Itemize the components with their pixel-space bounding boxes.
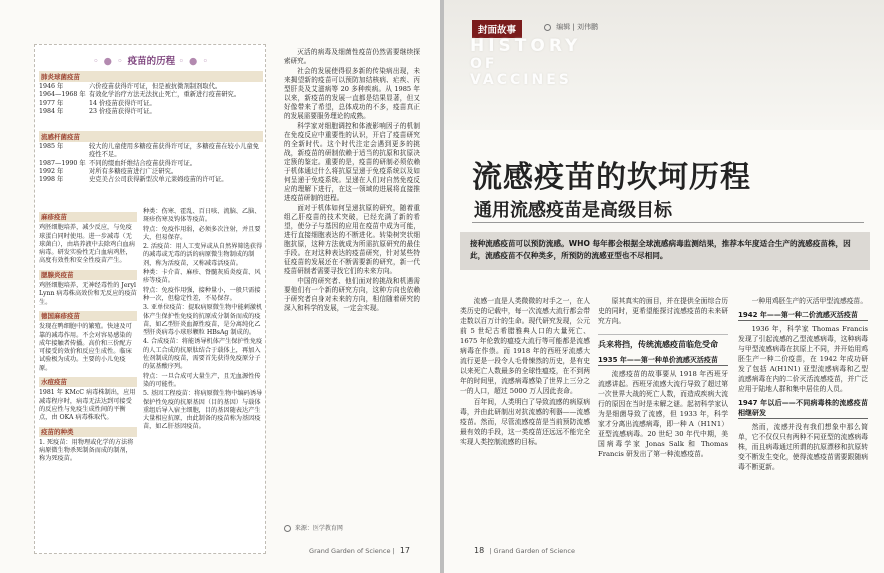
timeline-row: 1992 年 对所有多糖疫苗进行广泛研究。 (39, 167, 178, 175)
page-footer-left: Grand Garden of Science | 17 (309, 546, 410, 555)
sub-heading: 腮腺炎疫苗 (39, 270, 137, 280)
timeline-box (34, 44, 266, 554)
section-tag: 封面故事 (472, 20, 522, 38)
sub-heading: 德国麻疹疫苗 (39, 311, 137, 321)
timeline-row: 1964—1968 年 有效化学治疗方法无法抗止死亡，重新进行疫苗研究。 (39, 91, 241, 99)
vaccine-types-column (39, 208, 137, 465)
timeline-title-text: 疫苗的历程 (127, 56, 176, 67)
source-credit (284, 523, 343, 532)
timeline-row: 1998 年 史克美占公司获得新型次单元莱姆疫苗的许可证。 (39, 176, 228, 184)
timeline-row: 1977 年 14 价疫苗获得许可证。 (39, 99, 156, 107)
article-column-2 (598, 296, 728, 460)
background-word: VACCINES (470, 72, 572, 88)
paragraph: 社会的发展使得很多新的传染病出现，未来揭望新的疫苗可以预防加结核病、疟疾、丙型肝炎及艾滋病等 20 多种疾病。从 1985 年以来，新疫苗的发展一直都是结果显著，但又好像带来了希望，总体成功的不多，疫苗真正的发展需要服务理论的成熟。 (284, 67, 420, 120)
paragraph: 然而，流感并没有我们想象中那么简单，它不仅仅只有两种不同亚型的流感病毒株，而且病毒通过所谓的抗原漂移和抗原转变不断发生变化，使得流感疫苗需要跟随病毒不断更新。 (738, 423, 868, 471)
page-footer-right: 18 | Grand Garden of Science (474, 546, 575, 555)
timeline-section-heading: 流感杆菌疫苗 (39, 131, 263, 142)
background-lettering (470, 36, 581, 88)
paragraph: 特点：免疫作用强，接种量小，一般只需接种一次，但稳定性差，不易保存。 (143, 286, 261, 302)
left-page (0, 0, 440, 573)
section-heading: 兵来将挡，传统流感疫苗临危受命 (598, 334, 728, 351)
timeline-section-haemophilus (39, 131, 263, 184)
paragraph: 种类：卡介苗、麻疹、脊髓灰质炎疫苗、风疹等疫苗。 (143, 269, 261, 285)
title-divider (472, 222, 864, 223)
timeline-section-pneumococcal (39, 71, 263, 116)
paragraph: 中国的研究者、他们面对的挑战和机遇需要他们有一个新的研究方向，这种方向也依赖于研究者自身对未来的方向，相信随着研究的深入和科学的发展，一定会实现。 (284, 277, 420, 312)
right-page (444, 0, 884, 573)
paragraph: 种类：伤寒、霍乱、百日咳、流脑、乙脑、斑疹伤寒及钩体等疫苗。 (143, 208, 261, 224)
timeline-section-heading: 肺炎球菌疫苗 (39, 71, 263, 82)
timeline-row: 1946 年 六价疫苗获得许可证，但是被抗微剂制剂取代。 (39, 83, 222, 90)
paragraph: 3. 亚单位疫苗：提取病原微生物中能刺激机体产生保护性免疫的抗原成分制备而成的疫苗，如乙型肝炎血源性疫苗，是分离纯化乙型肝炎病毒小球形颗粒 HBsAg 制成的。 (143, 304, 263, 337)
footer-magazine-name: Grand Garden of Science (493, 547, 575, 555)
sub-heading: 麻疹疫苗 (39, 212, 137, 222)
sub-heading: 疫苗的种类 (39, 427, 137, 437)
background-word: OF (470, 56, 498, 72)
paragraph: 百年间，人类明白了导致流感的病原病毒，并由此研制出对抗流感的利器——流感疫苗。然而，尽管流感疫苗是当前预防流感最有效的手段，这一类疫苗还远远不能完全实现人类控制流感的目标。 (460, 398, 590, 446)
paragraph: 鸡胚细胞培养，减少反应，与免疫球蛋白同时使用。进一步减毒（无球菌白），由培养液中去除鸡白血病病毒。研发实验性无白血病鸡胚，高度有效性和安全性疫苗产生。 (39, 224, 135, 265)
article-title: 流感疫苗的坎坷历程 (472, 160, 751, 195)
milestone-heading: 1947 年以后——不同病毒株的流感疫苗相继研发 (738, 399, 868, 417)
timeline-row: 1987—1990 年 不同的缀血纤维结合疫苗获得许可证。 (39, 159, 197, 167)
page-number: 18 (474, 546, 485, 555)
page-number: 17 (399, 546, 410, 555)
paragraph: 发现在鸭细胞中的繁殖。快速及可靠的减毒作用。不会对容易感染的成年接触者传播。高价和三价配方可接受的效价和反应生成性。临床试验极为成功。主要的小儿免疫原。 (39, 323, 132, 372)
article-subtitle: 通用流感疫苗是高级目标 (474, 200, 672, 221)
vaccine-kinds-column (143, 208, 263, 433)
paragraph: 灭活的病毒及细菌性疫苗仍然需要继续探索研究。 (284, 48, 420, 65)
decoration-dots-icon: ◦ ● ◦ (93, 56, 128, 67)
source-text: 来源：医学教育网 (294, 525, 343, 532)
article-column-1 (460, 296, 590, 448)
milestone-heading: 1942 年——第一种二价流感灭活疫苗 (738, 310, 868, 321)
decoration-dots-icon: ◦ ● ◦ (178, 56, 209, 67)
editor-text: 编辑 | 刘伟鹏 (556, 23, 599, 31)
paragraph: 科学家对细胞调控和体液影响因子的机制在免疫反应中重要性的认识，开启了疫苗研究的全新时代。这个时代注定会遇到更多的挑战，新疫苗的研制依赖于适当的抗原和抗原决定簇的鉴定。重要的是，疫苗的研制必须依赖于机体通过什么将抗原呈递于免疫系统以及如何呈递于免疫系统。呈递在人们对自然免疫反应的理解下进行，在这一领域的进展将直接推进疫苗研制的进程。 (284, 122, 420, 202)
paragraph: 1. 死疫苗：用物理或化学的方法将病原微生物杀死制备而成的制剂，称为死疫苗。 (39, 438, 134, 463)
article-column-left (284, 48, 420, 314)
editor-circle-icon (544, 24, 551, 31)
paragraph: 流感疫苗的故事要从 1918 年西班牙流感讲起。西班牙流感大流行导致了超过第一次世界大战的死亡人数，而造成疾病大流行的原因在当时是未解之谜。起初科学家认为是细菌导致了流感，但 1933 年，科学家才分离出流感病毒，即一种 A（H1N1）亚型流感病毒。20 世纪 30 年代中期，美国病毒学家 Jonas Salk 和 Thomas Francis 研发出了第一种流感疫苗。 (598, 370, 728, 458)
timeline-row: 1985 年 较大的儿童使用多糖疫苗获得许可证，多糖疫苗在较小儿童免疫性不足。 (39, 143, 260, 159)
paragraph: 流感一直是人类微微的对手之一，在人类历史的记载中，每一次流感大流行都会带走数以百万计的生命。现代研究发现，公元前 5 世纪古希腊雅典人口的大量死亡、1675 年伦敦的瘟疫大流行等可能都是流感病毒在作祟。而 1918 年的西班牙流感大流行更是一段令人毛骨悚然的历史，是有史以来死亡人数最多的全球性瘟疫，在不到两年的时间里，流感病毒感染了世界上三分之一的人口，超过 5000 万人因此丧命。 (460, 297, 590, 395)
article-column-3 (738, 296, 868, 473)
sub-heading: 水痘疫苗 (39, 377, 137, 387)
paragraph: 鸡胚细胞培养，无神经毒性的 Jeryl Lynn 病毒株高效价和无反应的疫苗生。 (39, 282, 137, 306)
paragraph: 1936 年，科学家 Thomas Francis 发现了引起流感的乙型流感病毒，这种病毒与甲型流感病毒在抗原上不同，并开始用鸡胚生产一种二价疫苗，在 1942 年成功研发了包括 A(H1N1) 亚型流感病毒和乙型流感病毒在内的二价灭活流感疫苗，并广泛应用于陆地人群和集中居住的人员。 (738, 325, 868, 393)
article-lead: 接种流感疫苗可以预防流感。WHO 每年都会根据全球流感病毒监测结果，推荐本年度适合生产的流感疫苗株，因此，流感疫苗不仅种类多，所预防的流感亚型也不尽相同。 (460, 232, 870, 270)
timeline-title (35, 53, 267, 67)
paragraph: 特点：一旦合成可大量生产，且无血源性传染的可能性。 (143, 372, 261, 388)
paragraph: 特点：免疫作用弱，必须多次注射，并且要大，但易保存。 (143, 225, 261, 241)
timeline-row: 1984 年 23 价疫苗获得许可证。 (39, 107, 156, 115)
editor-credit (544, 22, 598, 32)
paragraph: 面对于机体如何呈递抗原的研究，随着重组乙肝疫苗的技术突破，已经充满了新的希望，使分子与基因的应用在疫苗中成为可能，进行直接细胞表达的不断进化。转染树突状细胞抗原，这种方法就成为所需抗原研究的最佳手段。在对这种表达的疫苗研究，针对某些特征疫苗的发展还在不断需要新的研究，新一代疫苗研制者需要寻找它们的未来方向。 (284, 204, 420, 275)
paragraph: 原其真实的面目，并在提供全面综合历史的同时，更希望能探讨流感疫苗的未来研究方向。 (598, 297, 728, 325)
footer-magazine-name: Grand Garden of Science (309, 547, 391, 555)
milestone-heading: 1935 年——第一种单价流感灭活疫苗 (598, 355, 728, 366)
paragraph: 1981 年 KMcC 病毒株制出，应用减毒程序时，病毒无法达到可接受的反应性与免疫生成性间的平衡点，由 OKA 病毒株取代。 (39, 389, 136, 422)
source-circle-icon (284, 525, 291, 532)
paragraph: 一种用鸡胚生产的灭活甲型流感疫苗。 (751, 297, 868, 305)
paragraph: 5. 基因工程疫苗：将病原微生物中编码诱导保护性免疫的抗原基因（目的基因）与载体重组后导入宿主细胞，目的基因随表达产生大量相应抗原，由此制备的疫苗称为基因疫苗，如乙肝基因疫苗。 (143, 390, 263, 431)
paragraph: 2. 活疫苗：用人工变异或从自然界筛选获得的减毒或无毒的活的病原微生物制成的制剂，称为活疫苗，又称减毒活疫苗。 (143, 243, 263, 267)
background-word: HISTORY (470, 36, 582, 56)
paragraph: 4. 合成疫苗：将能诱导机体产生保护性免疫的人工合成的抗原肽结合于载体上，再加入佐剂制成的疫苗，需要首先获得免疫原分子的氨基酸序列。 (143, 338, 263, 371)
